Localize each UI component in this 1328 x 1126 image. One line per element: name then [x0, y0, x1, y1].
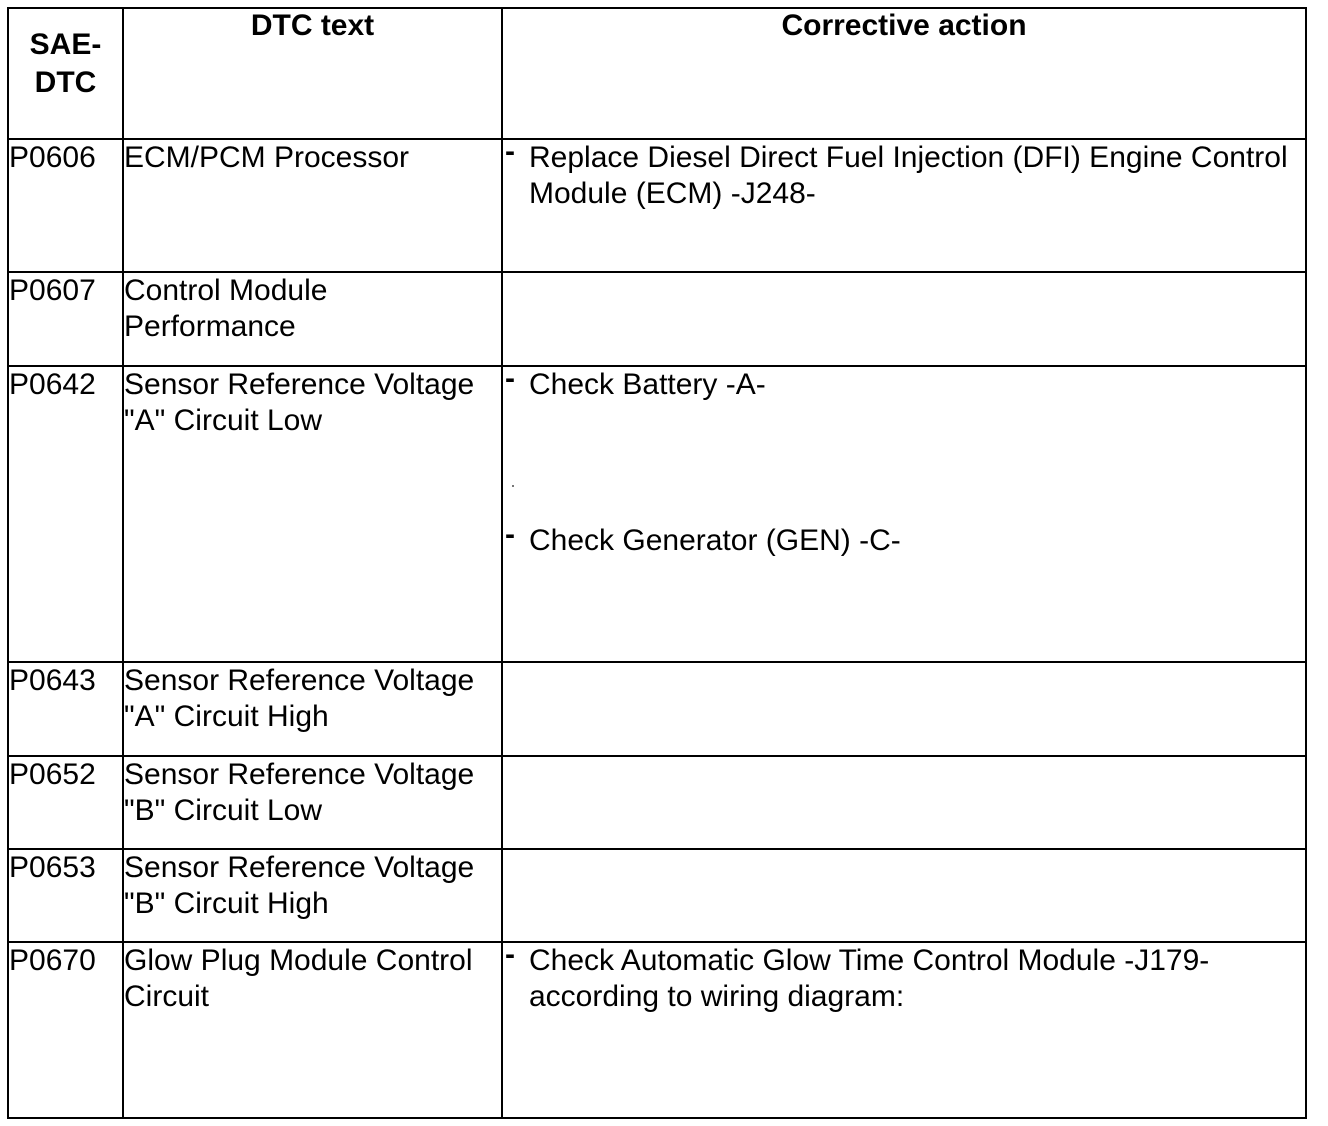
header-code-line2: DTC: [34, 66, 97, 99]
dtc-code: P0642: [8, 366, 123, 662]
action-text: Check Battery -A-: [529, 368, 766, 401]
action-item: [503, 938, 1305, 1015]
header-dtc-text: DTC text: [123, 8, 502, 139]
corrective-action-cell: [502, 849, 1306, 942]
corrective-action-cell: [502, 756, 1306, 849]
action-text: Check Generator (GEN) -C-: [529, 524, 901, 557]
dtc-description: Control Module Performance: [123, 272, 502, 366]
dash-bullet-icon: -: [505, 362, 515, 395]
header-corrective-action: Corrective action: [502, 8, 1306, 139]
dtc-code: P0607: [8, 272, 123, 366]
corrective-action-cell: [502, 938, 1306, 1118]
corrective-action-cell: [502, 135, 1306, 272]
action-item: [503, 362, 1305, 403]
dash-bullet-icon: -: [505, 938, 515, 971]
header-sae-dtc: [8, 8, 123, 139]
dtc-code: P0606: [8, 139, 123, 272]
header-row: [8, 8, 1306, 139]
dtc-code: P0652: [8, 756, 123, 849]
action-item: [503, 135, 1305, 212]
table-row: [8, 139, 1306, 272]
dtc-description: Glow Plug Module Control Circuit: [123, 942, 502, 1118]
table-row: [8, 366, 1306, 662]
table-row: [8, 662, 1306, 756]
table-row: [8, 942, 1306, 1118]
dtc-description: Sensor Reference Voltage "B" Circuit Low: [123, 756, 502, 849]
corrective-action-cell: [502, 272, 1306, 366]
dtc-table: [7, 7, 1307, 1119]
action-text: Check Automatic Glow Time Control Module -J179- according to wiring diagram:: [529, 944, 1210, 1013]
table-row: [8, 272, 1306, 366]
action-text: Replace Diesel Direct Fuel Injection (DFI) Engine Control Module (ECM) -J248-: [529, 141, 1288, 210]
dtc-description: Sensor Reference Voltage "B" Circuit High: [123, 849, 502, 942]
dtc-description: ECM/PCM Processor: [123, 139, 502, 272]
table-row: [8, 849, 1306, 942]
corrective-action-cell: [502, 662, 1306, 756]
dtc-code: P0670: [8, 942, 123, 1118]
action-item: [503, 518, 1305, 559]
dash-bullet-icon: -: [505, 135, 515, 168]
header-code-line1: SAE-: [29, 28, 102, 61]
dtc-code: P0643: [8, 662, 123, 756]
dtc-description: Sensor Reference Voltage "A" Circuit Low: [123, 366, 502, 662]
table-row: [8, 756, 1306, 849]
dtc-code: P0653: [8, 849, 123, 942]
corrective-action-cell: [502, 362, 1306, 662]
dtc-description: Sensor Reference Voltage "A" Circuit High: [123, 662, 502, 756]
scan-artifact-dot: [512, 485, 514, 487]
dash-bullet-icon: -: [505, 518, 515, 551]
